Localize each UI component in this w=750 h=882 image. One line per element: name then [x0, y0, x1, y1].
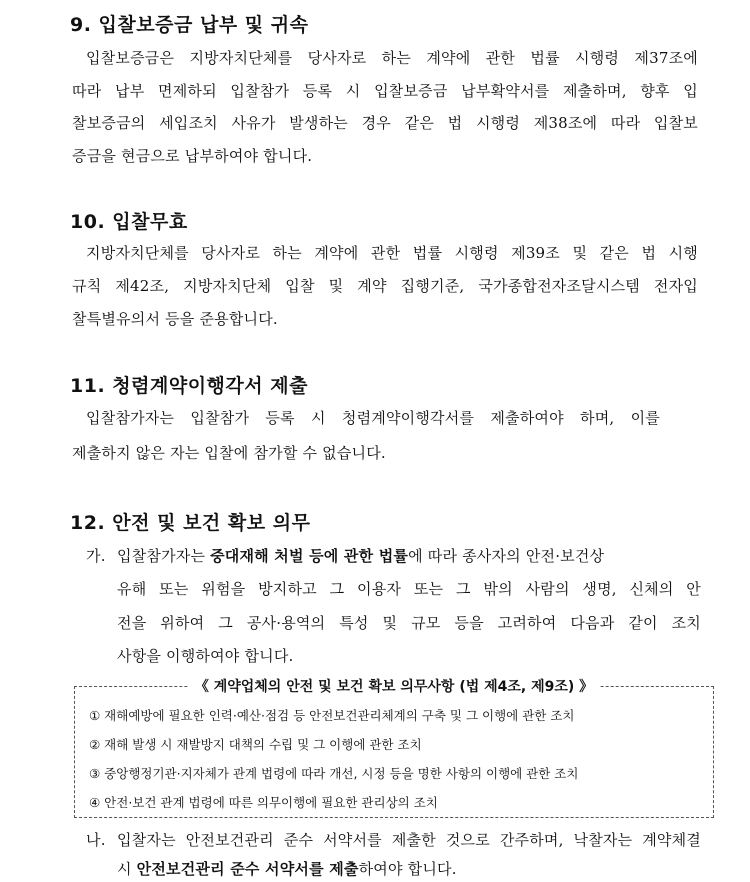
obligations-box-title-text: 《 계약업체의 안전 및 보건 확보 의무사항 (법 제4조, 제9조) 》 [189, 679, 599, 695]
obligation-item-4: ④ 안전·보건 관계 법령에 따른 의무이행에 필요한 관리상의 조치 [89, 795, 438, 810]
law-name-bold: 중대재해 처벌 등에 관한 법률 [210, 547, 409, 565]
obligations-box [74, 679, 714, 818]
item-ga-text-pre: 입찰참가자는 [117, 547, 211, 565]
obligation-item-3: ③ 중앙행정기관·지자체가 관계 법령에 따라 개선, 시정 등을 명한 사항의 이행에 관한 조치 [89, 766, 579, 781]
obligation-item-1: ① 재해예방에 필요한 인력·예산·점검 등 안전보건관리체계의 구축 및 그 이행에 관한 조치 [89, 708, 575, 723]
item-ga-text-post: 에 따라 종사자의 안전·보건상 [408, 547, 605, 565]
section-9-heading: 9. 입찰보증금 납부 및 귀속 [70, 14, 309, 36]
section-11-line-1: 입찰참가자는 입찰참가 등록 시 청렴계약이행각서를 제출하여야 하며, 이를 [86, 409, 660, 427]
item-ga-line-4: 사항을 이행하여야 합니다. [117, 647, 294, 665]
section-10-line-3: 찰특별유의서 등을 준용합니다. [72, 310, 278, 328]
obligation-item-2: ② 재해 발생 시 재발방지 대책의 수립 및 그 이행에 관한 조치 [89, 737, 422, 752]
obligations-box-title [75, 676, 713, 696]
section-9-line-3: 찰보증금의 세입조치 사유가 발생하는 경우 같은 법 시행령 제38조에 따라 입찰보 [72, 114, 698, 132]
pledge-bold: 안전보건관리 준수 서약서를 제출 [136, 860, 359, 878]
section-12-heading: 12. 안전 및 보건 확보 의무 [70, 512, 311, 534]
section-10-line-2: 규칙 제42조, 지방자치단체 입찰 및 계약 집행기준, 국가종합전자조달시스템 전자입 [72, 277, 698, 295]
item-ga-line-1 [117, 545, 604, 566]
item-na-marker: 나. [86, 831, 106, 849]
section-10-line-1: 지방자치단체를 당사자로 하는 계약에 관한 법률 시행령 제39조 및 같은 법 시행 [86, 244, 698, 262]
item-ga-line-3: 전을 위하여 그 공사·용역의 특성 및 규모 등을 고려하여 다음과 같이 조치 [117, 614, 701, 632]
item-na-text-pre: 시 [117, 860, 137, 878]
item-na-text-post: 하여야 합니다. [358, 860, 457, 878]
section-10-heading: 10. 입찰무효 [70, 211, 188, 233]
section-9-line-4: 증금을 현금으로 납부하여야 합니다. [72, 147, 313, 165]
item-na-line-1: 입찰자는 안전보건관리 준수 서약서를 제출한 것으로 간주하며, 낙찰자는 계약체결 [117, 831, 701, 849]
item-na-line-2 [117, 858, 457, 879]
section-9-line-1: 입찰보증금은 지방자치단체를 당사자로 하는 계약에 관한 법률 시행령 제37조에 [86, 49, 698, 67]
section-11-heading: 11. 청렴계약이행각서 제출 [70, 375, 308, 397]
item-ga-marker: 가. [86, 547, 106, 565]
section-11-line-2: 제출하지 않은 자는 입찰에 참가할 수 없습니다. [72, 444, 386, 462]
item-ga-line-2: 유해 또는 위험을 방지하고 그 이용자 또는 그 밖의 사람의 생명, 신체의 안 [117, 580, 701, 598]
section-9-line-2: 따라 납부 면제하되 입찰참가 등록 시 입찰보증금 납부확약서를 제출하며, 향후 입 [72, 82, 698, 100]
